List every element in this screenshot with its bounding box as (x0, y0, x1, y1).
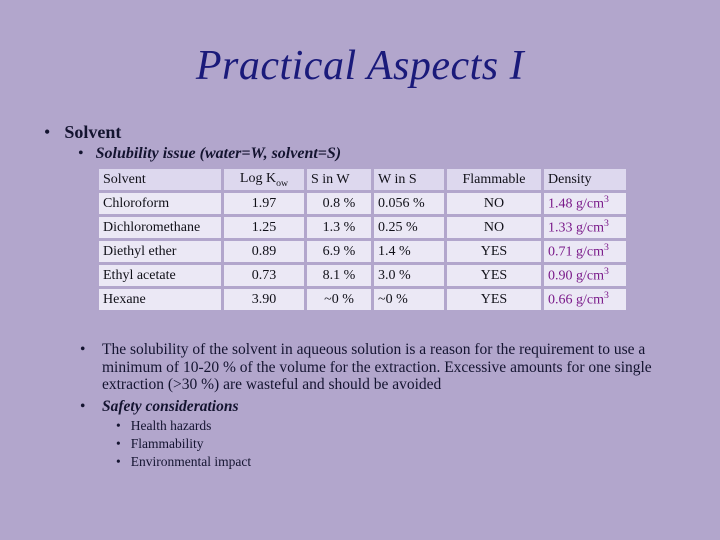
list-item-label: Health hazards (130, 418, 212, 433)
density-sup: 3 (604, 218, 609, 230)
header-w-in-s: W in S (374, 169, 444, 190)
density-sup: 3 (604, 266, 609, 278)
table-row (99, 217, 626, 238)
cell-w-in-s: 0.056 % (374, 193, 444, 214)
cell-w-in-s: 1.4 % (374, 241, 444, 262)
safety-list (116, 417, 251, 471)
density-sup: 3 (604, 194, 609, 206)
table-row (99, 265, 626, 286)
cell-solvent: Chloroform (99, 193, 221, 214)
cell-logk: 1.97 (224, 193, 304, 214)
cell-logk: 3.90 (224, 289, 304, 310)
bullet-dot-icon: • (78, 145, 84, 162)
bullet-dot-icon: • (116, 436, 121, 451)
table-row (99, 241, 626, 262)
list-item (116, 435, 251, 453)
density-value: 0.71 g/cm (548, 244, 604, 260)
list-item (116, 453, 251, 471)
density-value: 0.66 g/cm (548, 292, 604, 308)
density-value: 1.48 g/cm (548, 196, 604, 212)
cell-density (544, 193, 626, 214)
table-row (99, 193, 626, 214)
header-logk (224, 169, 304, 190)
cell-solvent: Dichloromethane (99, 217, 221, 238)
header-density: Density (544, 169, 626, 190)
cell-logk: 0.89 (224, 241, 304, 262)
cell-logk: 0.73 (224, 265, 304, 286)
header-s-in-w: S in W (307, 169, 371, 190)
bullet-dot-icon: • (80, 341, 86, 358)
bullet-dot-icon: • (44, 122, 51, 142)
cell-flammable: YES (447, 289, 541, 310)
list-item-label: Flammability (130, 436, 204, 451)
safety-heading (80, 398, 690, 416)
solubility-heading (78, 145, 341, 163)
cell-solvent: Ethyl acetate (99, 265, 221, 286)
table-header-row (99, 169, 626, 190)
header-logk-sub: ow (276, 177, 289, 189)
cell-solvent: Diethyl ether (99, 241, 221, 262)
bullet-dot-icon: • (116, 418, 121, 433)
cell-flammable: YES (447, 241, 541, 262)
bullet-dot-icon: • (80, 397, 86, 415)
cell-w-in-s: ~0 % (374, 289, 444, 310)
density-value: 0.90 g/cm (548, 268, 604, 284)
solubility-note-text: The solubility of the solvent in aqueous solution is a reason for the requirement to use a minimum of 10-20 % of the volume for the extraction. Excessive amounts for one single extraction (>30 %) are wasteful and should be avoided (102, 341, 652, 393)
cell-solvent: Hexane (99, 289, 221, 310)
bullet-solvent (44, 122, 121, 143)
cell-s-in-w: 6.9 % (307, 241, 371, 262)
cell-s-in-w: 1.3 % (307, 217, 371, 238)
cell-w-in-s: 0.25 % (374, 217, 444, 238)
table-row (99, 289, 626, 310)
solubility-note (80, 341, 690, 394)
cell-w-in-s: 3.0 % (374, 265, 444, 286)
bullet-dot-icon: • (116, 454, 121, 469)
list-item (116, 417, 251, 435)
header-flammable: Flammable (447, 169, 541, 190)
density-sup: 3 (604, 290, 609, 302)
slide-title: Practical Aspects I (195, 43, 525, 89)
density-value: 1.33 g/cm (548, 220, 604, 236)
bullet-solvent-label: Solvent (64, 122, 122, 142)
header-logk-text: Log K (239, 170, 277, 186)
cell-density (544, 217, 626, 238)
cell-s-in-w: 0.8 % (307, 193, 371, 214)
cell-flammable: NO (447, 217, 541, 238)
cell-density (544, 289, 626, 310)
list-item-label: Environmental impact (130, 454, 252, 469)
cell-logk: 1.25 (224, 217, 304, 238)
solvent-table (96, 166, 629, 313)
cell-flammable: YES (447, 265, 541, 286)
cell-density (544, 265, 626, 286)
notes-block (80, 341, 690, 415)
header-solvent: Solvent (99, 169, 221, 190)
density-sup: 3 (604, 242, 609, 254)
cell-flammable: NO (447, 193, 541, 214)
safety-heading-text: Safety considerations (102, 397, 239, 415)
solubility-heading-text: Solubility issue (water=W, solvent=S) (95, 145, 342, 162)
cell-s-in-w: 8.1 % (307, 265, 371, 286)
cell-s-in-w: ~0 % (307, 289, 371, 310)
cell-density (544, 241, 626, 262)
